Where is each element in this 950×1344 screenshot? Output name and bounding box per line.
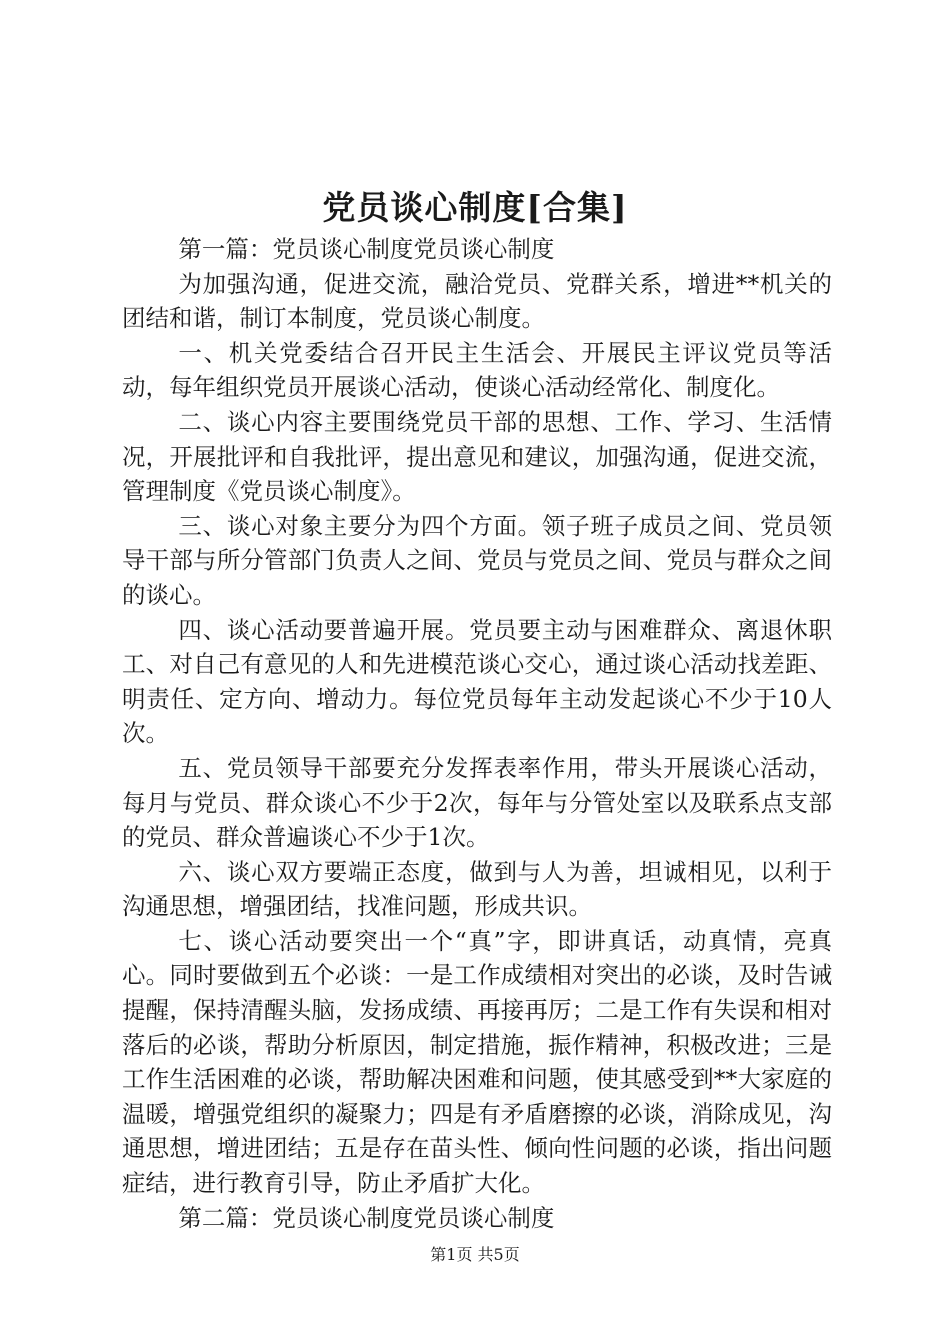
document-body	[122, 232, 832, 1235]
paragraph-item-5: 五、党员领导干部要充分发挥表率作用，带头开展谈心活动，每月与党员、群众谈心不少于2次，每年与分管处室以及联系点支部的党员、群众普遍谈心不少于1次。	[122, 753, 832, 852]
paragraph-item-6: 六、谈心双方要端正态度，做到与人为善，坦诚相见，以利于沟通思想，增强团结，找准问题，形成共识。	[122, 857, 832, 921]
paragraph-item-2: 二、谈心内容主要围绕党员干部的思想、工作、学习、生活情况，开展批评和自我批评，提出意见和建议，加强沟通，促进交流，管理制度《党员谈心制度》。	[122, 407, 832, 506]
paragraph-intro: 为加强沟通，促进交流，融洽党员、党群关系，增进**机关的团结和谐，制订本制度，党员谈心制度。	[122, 269, 832, 333]
document-title: 党员谈心制度[合集]	[322, 188, 628, 227]
section-heading-2: 第二篇：党员谈心制度党员谈心制度	[178, 1203, 555, 1232]
page-footer: 第1页 共5页	[430, 1245, 520, 1264]
paragraph-item-7: 七、谈心活动要突出一个“真”字，即讲真话，动真情，亮真心。同时要做到五个必谈：一是工作成绩相对突出的必谈，及时告诫提醒，保持清醒头脑，发扬成绩、再接再厉；二是工作有失误和相对落后的必谈，帮助分析原因，制定措施，振作精神，积极改进；三是工作生活困难的必谈，帮助解决困难和问题，使其感受到**大家庭的温暖，增强党组织的凝聚力；四是有矛盾磨擦的必谈，消除成见，沟通思想，增进团结；五是存在苗头性、倾向性问题的必谈，指出问题症结，进行教育引导，防止矛盾扩大化。	[122, 926, 832, 1198]
paragraph-item-4: 四、谈心活动要普遍开展。党员要主动与困难群众、离退休职工、对自己有意见的人和先进模范谈心交心，通过谈心活动找差距、明责任、定方向、增动力。每位党员每年主动发起谈心不少于10人次。	[122, 615, 832, 748]
section-heading-1: 第一篇：党员谈心制度党员谈心制度	[178, 235, 555, 263]
paragraph-item-3: 三、谈心对象主要分为四个方面。领子班子成员之间、党员领导干部与所分管部门负责人之间、党员与党员之间、党员与群众之间的谈心。	[122, 511, 832, 609]
paragraph-item-1: 一、机关党委结合召开民主生活会、开展民主评议党员等活动，每年组织党员开展谈心活动，使谈心活动经常化、制度化。	[122, 338, 832, 402]
